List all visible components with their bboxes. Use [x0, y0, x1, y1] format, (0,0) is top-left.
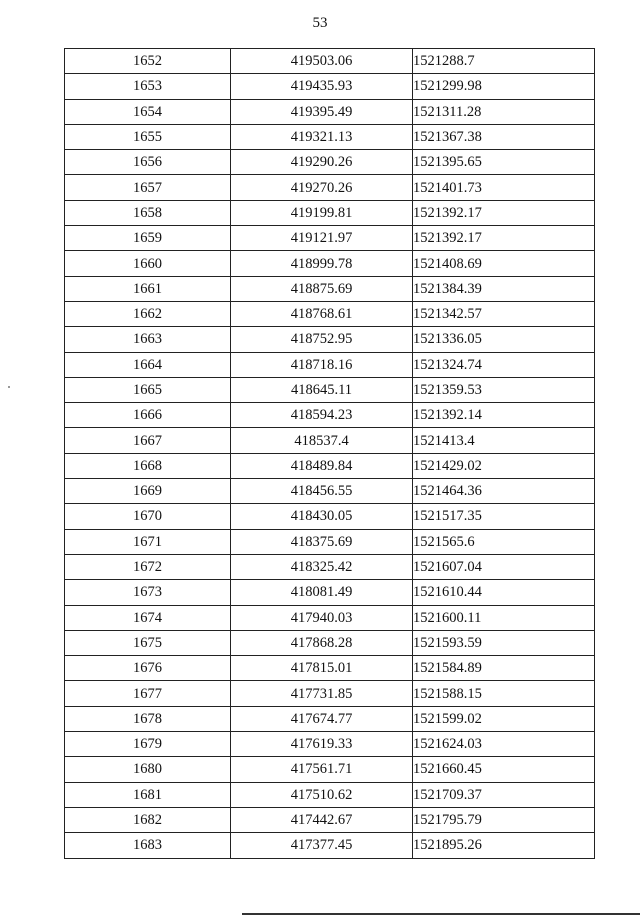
y-coordinate-cell: 1521565.6: [413, 529, 595, 554]
table-row: [65, 200, 595, 225]
x-coordinate-cell: 418325.42: [231, 554, 413, 579]
table-row: [65, 630, 595, 655]
table-row: [65, 605, 595, 630]
table-row: [65, 732, 595, 757]
table-row: [65, 377, 595, 402]
x-coordinate-cell: 419435.93: [231, 74, 413, 99]
y-coordinate-cell: 1521392.14: [413, 403, 595, 428]
point-number-cell: 1664: [65, 352, 231, 377]
point-number-cell: 1677: [65, 681, 231, 706]
point-number-cell: 1671: [65, 529, 231, 554]
y-coordinate-cell: 1521336.05: [413, 327, 595, 352]
table-row: [65, 74, 595, 99]
x-coordinate-cell: 418081.49: [231, 580, 413, 605]
x-coordinate-cell: 417442.67: [231, 807, 413, 832]
table-row: [65, 251, 595, 276]
table-row: [65, 301, 595, 326]
x-coordinate-cell: 419290.26: [231, 150, 413, 175]
y-coordinate-cell: 1521895.26: [413, 833, 595, 858]
point-number-cell: 1665: [65, 377, 231, 402]
y-coordinate-cell: 1521599.02: [413, 706, 595, 731]
point-number-cell: 1678: [65, 706, 231, 731]
point-number-cell: 1667: [65, 428, 231, 453]
point-number-cell: 1674: [65, 605, 231, 630]
y-coordinate-cell: 1521464.36: [413, 479, 595, 504]
point-number-cell: 1673: [65, 580, 231, 605]
x-coordinate-cell: 417674.77: [231, 706, 413, 731]
x-coordinate-cell: 418875.69: [231, 276, 413, 301]
y-coordinate-cell: 1521288.7: [413, 49, 595, 74]
table-row: [65, 656, 595, 681]
point-number-cell: 1680: [65, 757, 231, 782]
point-number-cell: 1660: [65, 251, 231, 276]
table-row: [65, 175, 595, 200]
y-coordinate-cell: 1521584.89: [413, 656, 595, 681]
x-coordinate-cell: 417940.03: [231, 605, 413, 630]
y-coordinate-cell: 1521401.73: [413, 175, 595, 200]
table-row: [65, 833, 595, 858]
y-coordinate-cell: 1521600.11: [413, 605, 595, 630]
point-number-cell: 1681: [65, 782, 231, 807]
table-row: [65, 782, 595, 807]
y-coordinate-cell: 1521367.38: [413, 124, 595, 149]
table-row: [65, 706, 595, 731]
point-number-cell: 1661: [65, 276, 231, 301]
x-coordinate-cell: 417619.33: [231, 732, 413, 757]
x-coordinate-cell: 419270.26: [231, 175, 413, 200]
point-number-cell: 1655: [65, 124, 231, 149]
x-coordinate-cell: 418430.05: [231, 504, 413, 529]
x-coordinate-cell: 417731.85: [231, 681, 413, 706]
bottom-scan-edge: [242, 913, 640, 915]
y-coordinate-cell: 1521709.37: [413, 782, 595, 807]
point-number-cell: 1675: [65, 630, 231, 655]
x-coordinate-cell: 418718.16: [231, 352, 413, 377]
x-coordinate-cell: 419199.81: [231, 200, 413, 225]
point-number-cell: 1679: [65, 732, 231, 757]
point-number-cell: 1670: [65, 504, 231, 529]
point-number-cell: 1653: [65, 74, 231, 99]
point-number-cell: 1662: [65, 301, 231, 326]
table-row: [65, 150, 595, 175]
point-number-cell: 1654: [65, 99, 231, 124]
table-row: [65, 352, 595, 377]
x-coordinate-cell: 419503.06: [231, 49, 413, 74]
x-coordinate-cell: 418645.11: [231, 377, 413, 402]
point-number-cell: 1672: [65, 554, 231, 579]
table-row: [65, 226, 595, 251]
table-row: [65, 529, 595, 554]
point-number-cell: 1668: [65, 453, 231, 478]
table-row: [65, 124, 595, 149]
y-coordinate-cell: 1521413.4: [413, 428, 595, 453]
table-row: [65, 580, 595, 605]
x-coordinate-cell: 419121.97: [231, 226, 413, 251]
point-number-cell: 1652: [65, 49, 231, 74]
y-coordinate-cell: 1521299.98: [413, 74, 595, 99]
point-number-cell: 1666: [65, 403, 231, 428]
x-coordinate-cell: 418537.4: [231, 428, 413, 453]
x-coordinate-cell: 417561.71: [231, 757, 413, 782]
scan-speck: [8, 386, 10, 388]
table-row: [65, 681, 595, 706]
table-row: [65, 807, 595, 832]
x-coordinate-cell: 418489.84: [231, 453, 413, 478]
y-coordinate-cell: 1521795.79: [413, 807, 595, 832]
point-number-cell: 1683: [65, 833, 231, 858]
x-coordinate-cell: 417868.28: [231, 630, 413, 655]
y-coordinate-cell: 1521395.65: [413, 150, 595, 175]
y-coordinate-cell: 1521392.17: [413, 226, 595, 251]
x-coordinate-cell: 418456.55: [231, 479, 413, 504]
table-row: [65, 276, 595, 301]
y-coordinate-cell: 1521624.03: [413, 732, 595, 757]
y-coordinate-cell: 1521607.04: [413, 554, 595, 579]
y-coordinate-cell: 1521429.02: [413, 453, 595, 478]
x-coordinate-cell: 419321.13: [231, 124, 413, 149]
table-row: [65, 554, 595, 579]
point-number-cell: 1656: [65, 150, 231, 175]
y-coordinate-cell: 1521588.15: [413, 681, 595, 706]
x-coordinate-cell: 418768.61: [231, 301, 413, 326]
y-coordinate-cell: 1521660.45: [413, 757, 595, 782]
table-row: [65, 403, 595, 428]
coordinates-table: [64, 48, 595, 859]
table-row: [65, 757, 595, 782]
y-coordinate-cell: 1521342.57: [413, 301, 595, 326]
point-number-cell: 1682: [65, 807, 231, 832]
x-coordinate-cell: 418375.69: [231, 529, 413, 554]
coordinates-table-body: [65, 49, 595, 859]
table-row: [65, 428, 595, 453]
x-coordinate-cell: 418594.23: [231, 403, 413, 428]
table-row: [65, 504, 595, 529]
table-row: [65, 99, 595, 124]
point-number-cell: 1658: [65, 200, 231, 225]
point-number-cell: 1657: [65, 175, 231, 200]
point-number-cell: 1659: [65, 226, 231, 251]
x-coordinate-cell: 417510.62: [231, 782, 413, 807]
table-row: [65, 479, 595, 504]
y-coordinate-cell: 1521593.59: [413, 630, 595, 655]
x-coordinate-cell: 418752.95: [231, 327, 413, 352]
y-coordinate-cell: 1521517.35: [413, 504, 595, 529]
point-number-cell: 1676: [65, 656, 231, 681]
point-number-cell: 1669: [65, 479, 231, 504]
x-coordinate-cell: 419395.49: [231, 99, 413, 124]
y-coordinate-cell: 1521392.17: [413, 200, 595, 225]
y-coordinate-cell: 1521610.44: [413, 580, 595, 605]
x-coordinate-cell: 418999.78: [231, 251, 413, 276]
table-row: [65, 49, 595, 74]
y-coordinate-cell: 1521359.53: [413, 377, 595, 402]
y-coordinate-cell: 1521324.74: [413, 352, 595, 377]
point-number-cell: 1663: [65, 327, 231, 352]
y-coordinate-cell: 1521384.39: [413, 276, 595, 301]
page-number: 53: [312, 15, 328, 31]
y-coordinate-cell: 1521408.69: [413, 251, 595, 276]
y-coordinate-cell: 1521311.28: [413, 99, 595, 124]
table-row: [65, 453, 595, 478]
x-coordinate-cell: 417815.01: [231, 656, 413, 681]
x-coordinate-cell: 417377.45: [231, 833, 413, 858]
table-row: [65, 327, 595, 352]
